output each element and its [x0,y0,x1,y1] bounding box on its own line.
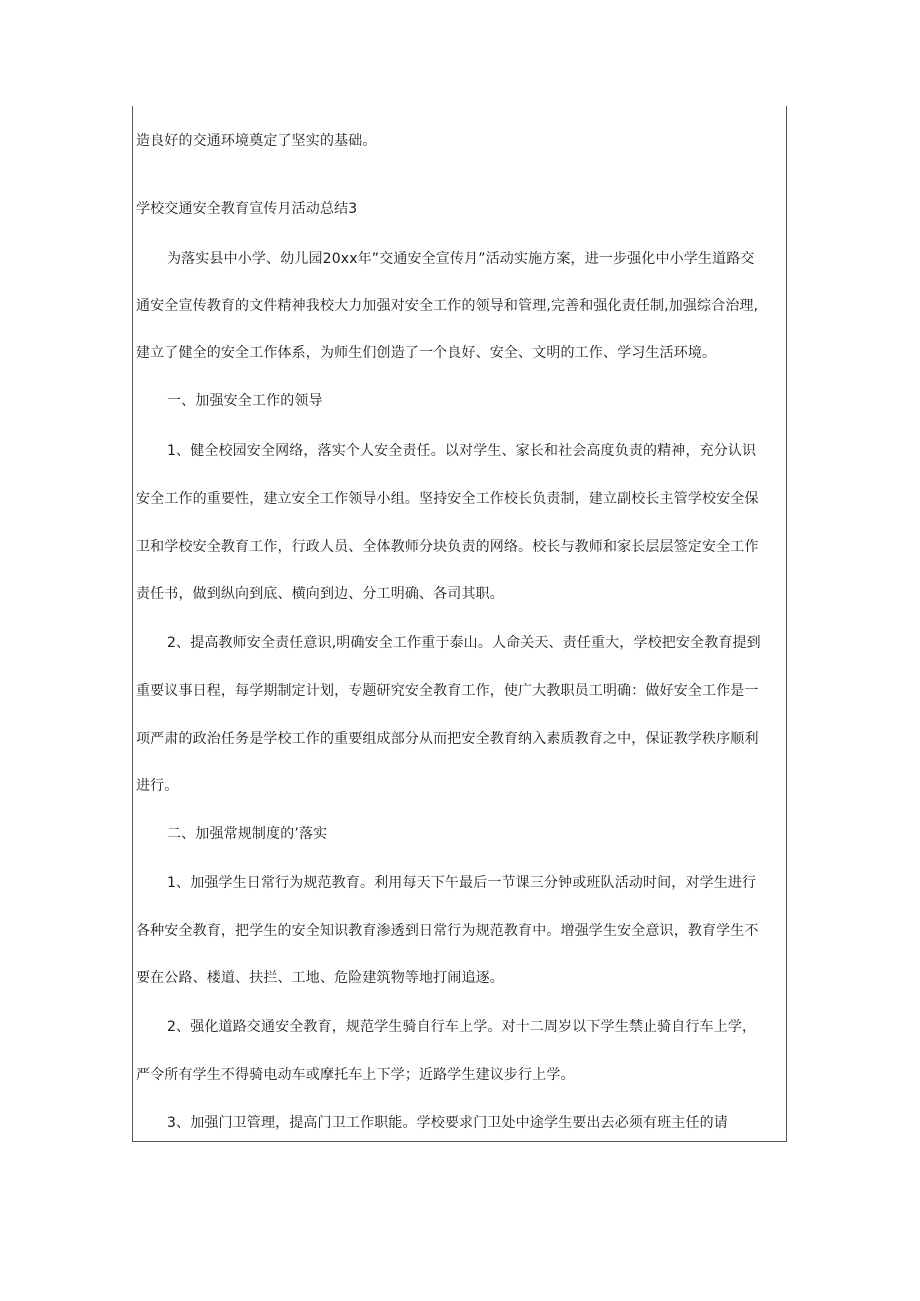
text-line-continuation: 造良好的交通环境奠定了坚实的基础。 [136,133,377,149]
text-line: 进行。 [136,778,179,794]
text-line: 重要议事日程，每学期制定计划，专题研究安全教育工作，使广大教职员工明确：做好安全工作是一 [136,683,759,699]
section-title: 学校交通安全教育宣传月活动总结3 [136,201,358,217]
text-line: 2、提高教师安全责任意识,明确安全工作重于泰山。人命关天、责任重大，学校把安全教育提到 [167,635,761,651]
text-line: 建立了健全的安全工作体系，为师生们创造了一个良好、安全、文明的工作、学习生活环境。 [136,345,717,361]
text-line: 严令所有学生不得骑电动车或摩托车上下学；近路学生建议步行上学。 [136,1067,575,1083]
text-line: 各种安全教育，把学生的安全知识教育渗透到日常行为规范教育中。增强学生安全意识，教育学生不 [136,923,759,939]
text-line: 2、强化道路交通安全教育，规范学生骑自行车上学。对十二周岁以下学生禁止骑自行车上学， [167,1019,757,1035]
text-line: 卫和学校安全教育工作，行政人员、全体教师分块负责的网络。校长与教师和家长层层签定安全工作 [136,539,759,555]
text-line: 项严肃的政治任务是学校工作的重要组成部分从而把安全教育纳入素质教育之中，保证教学秩序顺利 [136,731,759,747]
text-line: 安全工作的重要性，建立安全工作领导小组。坚持安全工作校长负责制，建立副校长主管学校安全保 [136,491,759,507]
text-line: 1、加强学生日常行为规范教育。利用每天下午最后一节课三分钟或班队活动时间，对学生进行 [167,875,757,891]
text-line: 责任书，做到纵向到底、横向到边、分工明确、各司其职。 [136,586,504,602]
subheading: 一、加强安全工作的领导 [167,393,323,409]
text-line: 通安全宣传教育的文件精神我校大力加强对安全工作的领导和管理,完善和强化责任制,加强综合治理, [136,298,759,314]
text-line: 3、加强门卫管理，提高门卫工作职能。学校要求门卫处中途学生要出去必须有班主任的请 [167,1115,728,1131]
text-line: 要在公路、楼道、扶拦、工地、危险建筑物等地打闹追逐。 [136,970,504,986]
text-line: 为落实县中小学、幼儿园20xx年”交通安全宣传月”活动实施方案，进一步强化中小学生道路交 [167,251,755,267]
text-line: 1、健全校园安全网络，落实个人安全责任。以对学生、家长和社会高度负责的精神，充分认识 [167,443,757,459]
subheading: 二、加强常规制度的’落实 [167,826,328,842]
